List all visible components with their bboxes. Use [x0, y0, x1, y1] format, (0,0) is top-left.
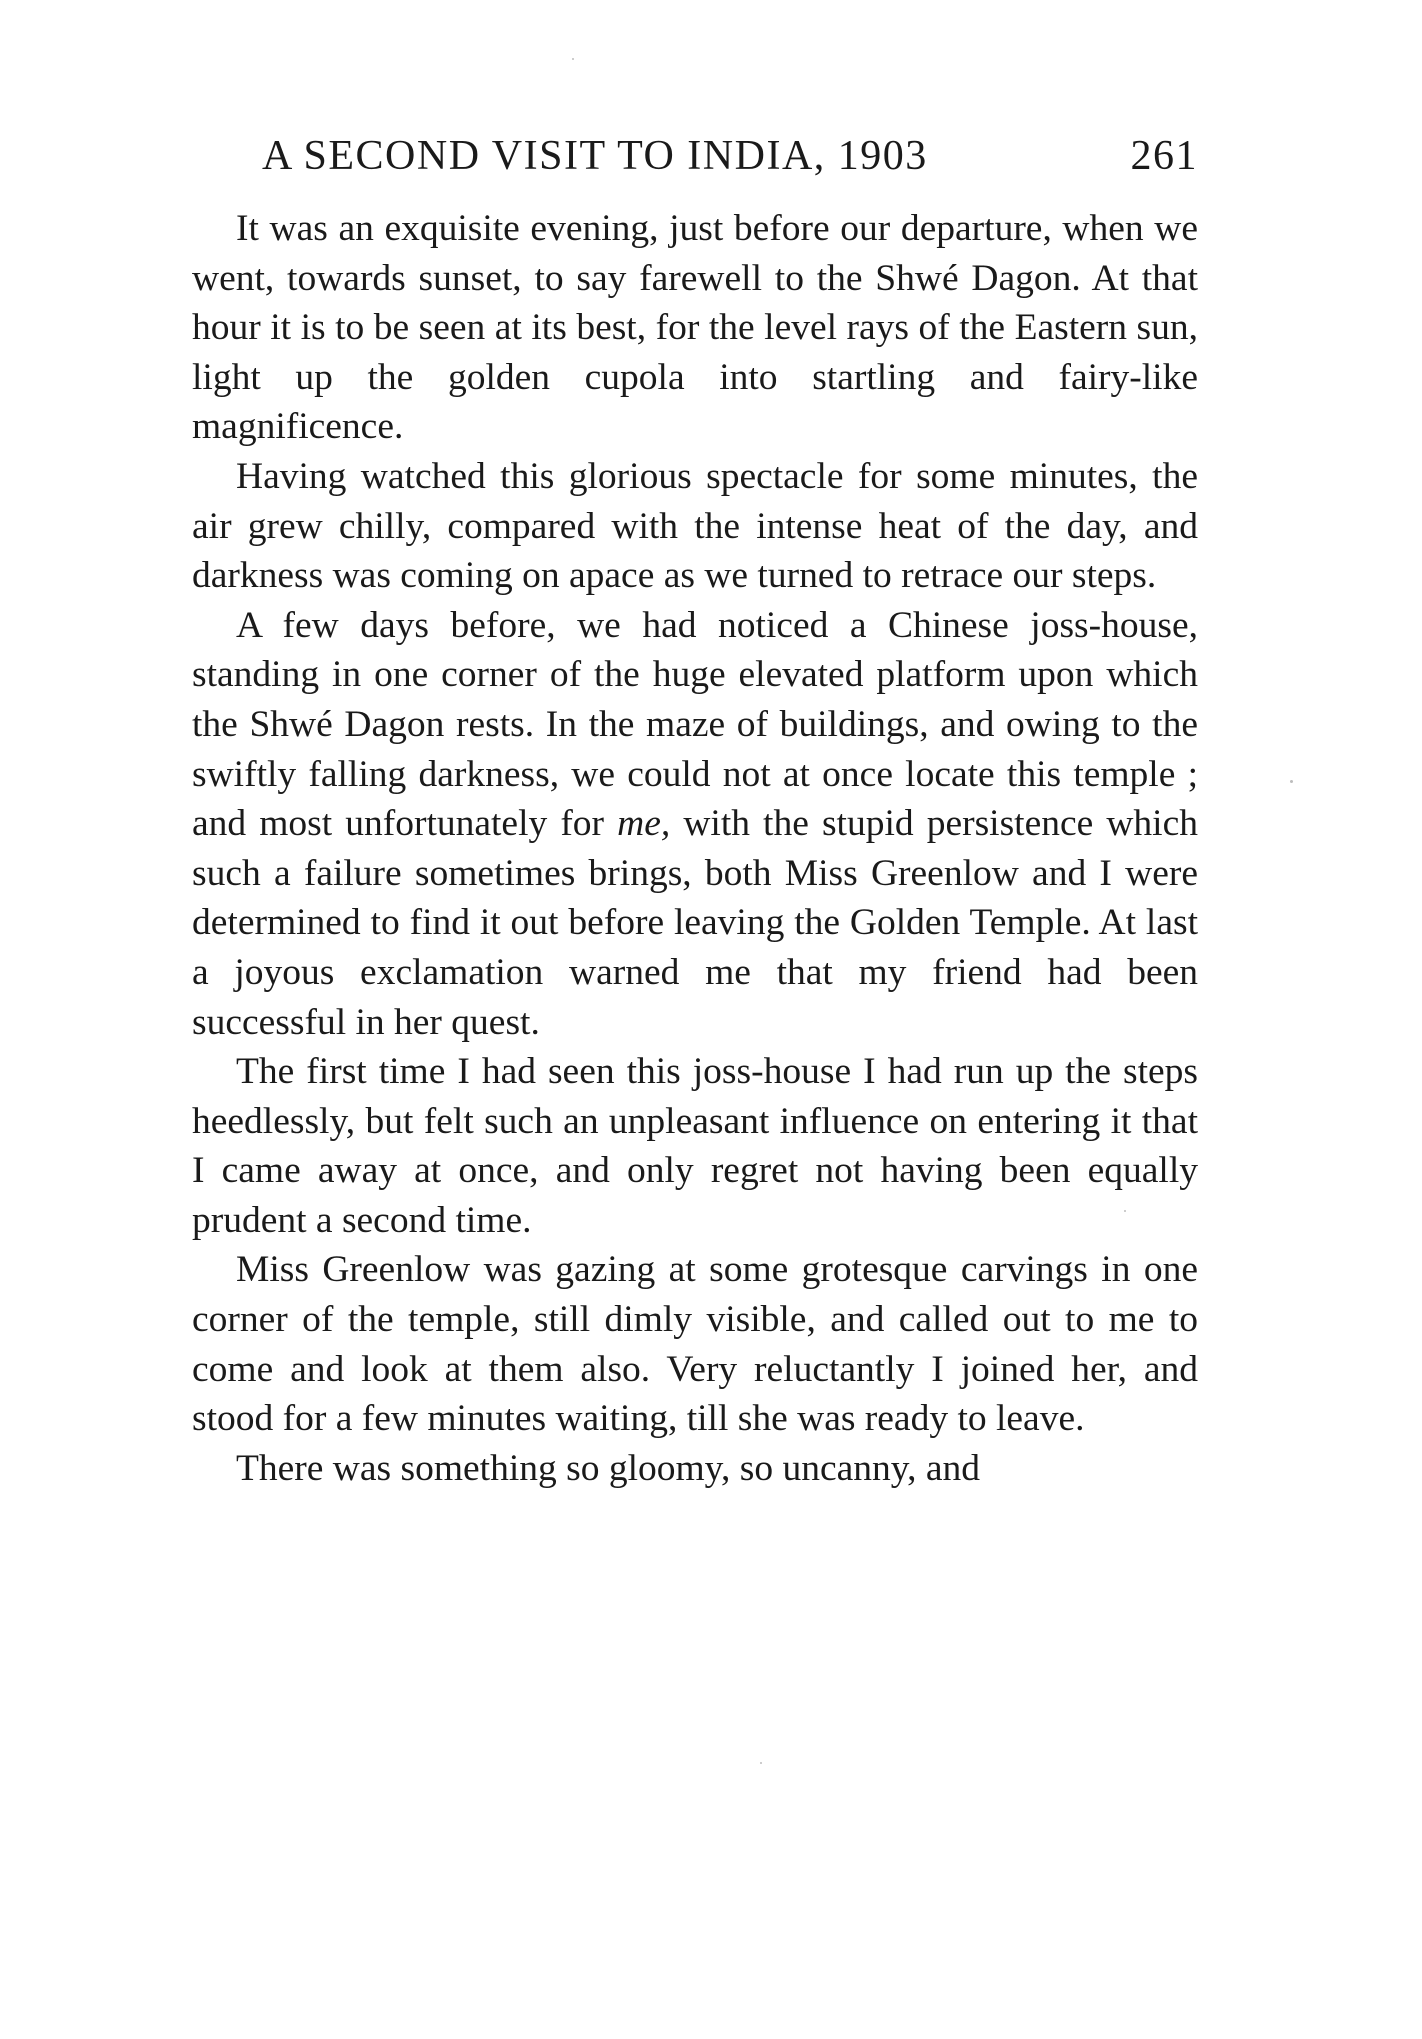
scan-speck — [1290, 780, 1293, 783]
paragraph — [192, 1047, 1198, 1245]
paragraph-text: A few days before, we had noticed a Chinese joss-house, standing in one corner of the huge elevated platform upon which the Shwé Dagon rests. In the maze of buildings, and owing to the swiftly falling darkness, we could not at once locate this temple ; and most unfortunately for — [192, 604, 1198, 845]
paragraph-text: There was something so gloomy, so uncanny, and — [236, 1447, 980, 1489]
paragraph — [192, 1444, 1198, 1494]
paragraph-text: It was an exquisite evening, just before our departure, when we went, towards sunset, to say farewell to the Shwé Dagon. At that hour it is to be seen at its best, for the level rays of the Eastern sun, light up the golden cupola into startling and fairy-like magnificence. — [192, 208, 1198, 448]
paragraph — [192, 204, 1198, 452]
body-text — [192, 204, 1198, 1493]
paragraph — [192, 1245, 1198, 1443]
paragraph-text: Miss Greenlow was gazing at some grotesque carvings in one corner of the temple, still dimly visible, and called out to me to come and look at them also. Very reluctantly I joined her, and stood for a few minutes waiting, till she was ready to leave. — [192, 1249, 1198, 1440]
scan-speck — [1124, 1210, 1126, 1212]
paragraph — [192, 452, 1198, 601]
paragraph — [192, 601, 1198, 1047]
scan-speck — [572, 58, 574, 60]
paragraph-text: The first time I had seen this joss-house I had run up the steps heedlessly, but felt such an unpleasant influence on entering it that I came away at once, and only regret not having been equally prudent a second time. — [192, 1051, 1198, 1241]
emphasized-word: me, — [617, 803, 671, 845]
running-title: A SECOND VISIT TO INDIA, 1903 — [262, 133, 928, 179]
page-number: 261 — [1130, 133, 1198, 179]
paragraph-text-continued: with the stupid persistence which such a failure sometimes brings, both Miss Greenlow and I were determined to find it out before leaving the Golden Temple. At last a joyous exclamation warned me that my friend had been successful in her quest. — [192, 803, 1199, 1043]
paragraph-text: Having watched this glorious spectacle for some minutes, the air grew chilly, compared with the intense heat of the day, and darkness was coming on apace as we turned to retrace our steps. — [192, 455, 1198, 597]
running-head — [262, 126, 1198, 186]
scan-speck — [760, 1762, 762, 1764]
